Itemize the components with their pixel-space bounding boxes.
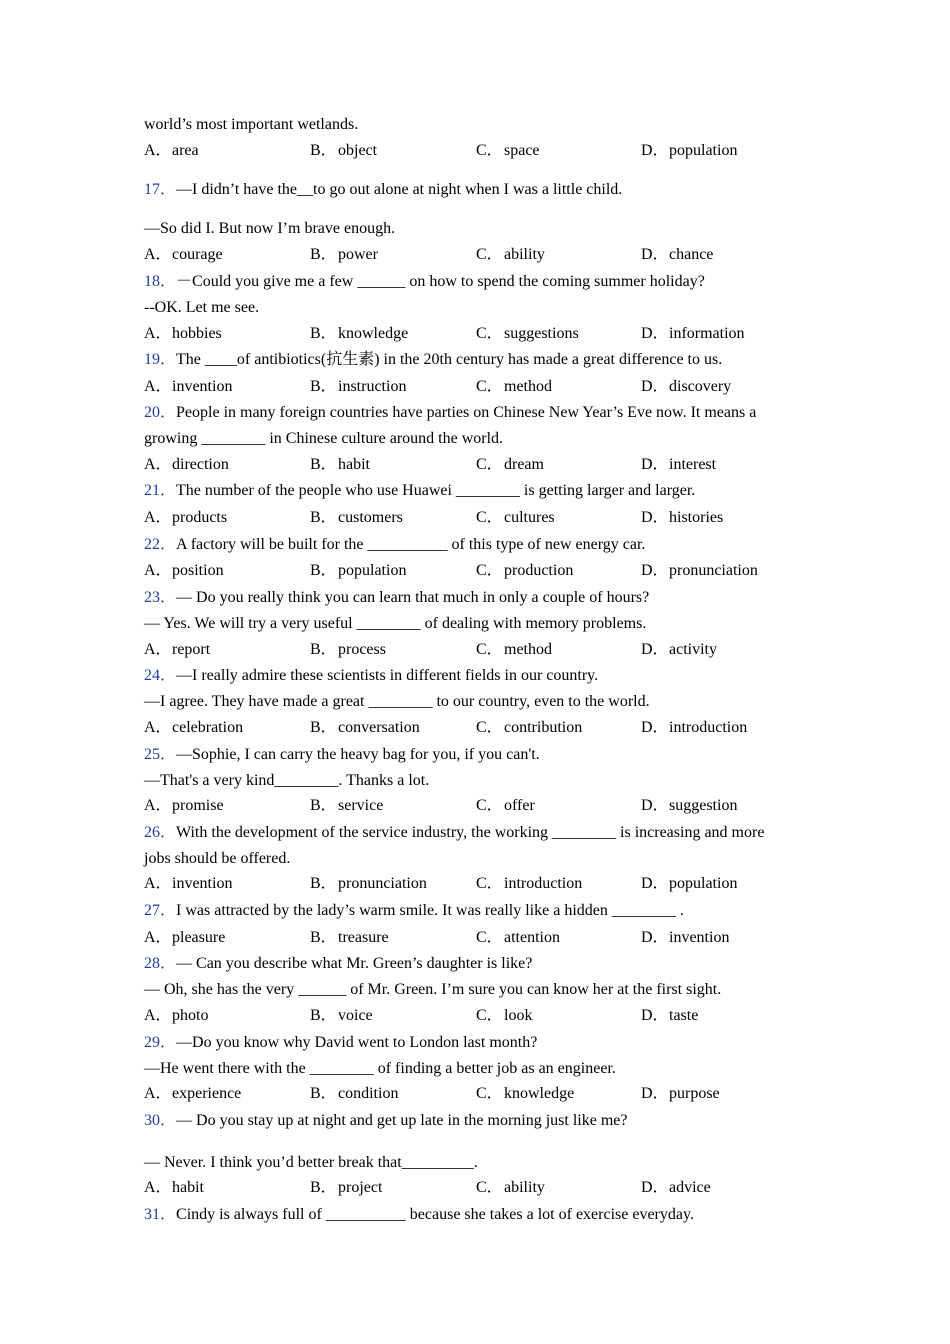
question-number: 30． [144, 1112, 177, 1129]
question-17: 17．—I didn’t have the__to go out alone at night when I was a little child. [144, 181, 623, 198]
option-d: D．advice [641, 1179, 711, 1196]
question-number: 27． [144, 902, 177, 919]
question-25: 25．—Sophie, I can carry the heavy bag for you, if you can't. [144, 746, 540, 763]
question-23: 23．— Do you really think you can learn that much in only a couple of hours? [144, 589, 650, 606]
option-b: B．habit [310, 456, 370, 473]
question-number: 21． [144, 482, 177, 499]
option-d: D．suggestion [641, 797, 738, 814]
question-number: 19． [144, 351, 177, 368]
question-stem-line: —That's a very kind________. Thanks a lot. [144, 772, 430, 789]
option-a: A．invention [144, 875, 233, 892]
question-19: 19．The ____of antibiotics(抗生素) in the 20th century has made a great difference to us. [144, 351, 723, 368]
option-c: C．production [476, 562, 574, 579]
question-22: 22．A factory will be built for the __________ of this type of new energy car. [144, 536, 646, 553]
question-21: 21．The number of the people who use Huawei ________ is getting larger and larger. [144, 482, 696, 499]
question-stem-line: — Yes. We will try a very useful ________ of dealing with memory problems. [144, 615, 647, 632]
question-31: 31．Cindy is always full of __________ because she takes a lot of exercise everyday. [144, 1206, 694, 1223]
question-stem-line: growing ________ in Chinese culture around the world. [144, 430, 504, 447]
option-b: B．instruction [310, 378, 407, 395]
option-a: A．experience [144, 1085, 242, 1102]
option-b: B．service [310, 797, 384, 814]
question-27: 27．I was attracted by the lady’s warm smile. It was really like a hidden ________ . [144, 902, 684, 919]
question-29: 29．—Do you know why David went to London last month? [144, 1034, 538, 1051]
option-d: D．taste [641, 1007, 699, 1024]
option-c: C．offer [476, 797, 535, 814]
option-c: C．knowledge [476, 1085, 575, 1102]
option-c: C．method [476, 378, 552, 395]
option-b: B．process [310, 641, 386, 658]
question-stem-line: —I agree. They have made a great ________ to our country, even to the world. [144, 693, 650, 710]
option-d: D．invention [641, 929, 730, 946]
option-a: A．promise [144, 797, 224, 814]
option-d: D．interest [641, 456, 717, 473]
option-b: B．voice [310, 1007, 373, 1024]
question-24: 24．—I really admire these scientists in different fields in our country. [144, 667, 599, 684]
question-number: 22． [144, 536, 177, 553]
option-c: C．introduction [476, 875, 583, 892]
option-b: B．project [310, 1179, 383, 1196]
question-number: 28． [144, 955, 177, 972]
option-d: D．population [641, 142, 738, 159]
option-b: B．conversation [310, 719, 420, 736]
option-a: A．photo [144, 1007, 209, 1024]
option-b: B．customers [310, 509, 403, 526]
question-number: 31． [144, 1206, 177, 1223]
option-d: D．introduction [641, 719, 748, 736]
option-c: C．ability [476, 1179, 545, 1196]
option-d: D．information [641, 325, 745, 342]
question-stem-line: —He went there with the ________ of finding a better job as an engineer. [144, 1060, 616, 1077]
question-20: 20．People in many foreign countries have parties on Chinese New Year’s Eve now. It means a [144, 404, 757, 421]
option-c: C．dream [476, 456, 544, 473]
question-30: 30．— Do you stay up at night and get up late in the morning just like me? [144, 1112, 628, 1129]
option-a: A．habit [144, 1179, 204, 1196]
option-b: B．object [310, 142, 378, 159]
option-c: C．look [476, 1007, 533, 1024]
option-c: C．suggestions [476, 325, 579, 342]
question-number: 29． [144, 1034, 177, 1051]
question-stem-line: world’s most important wetlands. [144, 116, 359, 133]
option-d: D．population [641, 875, 738, 892]
question-stem-line: — Never. I think you’d better break that_________. [144, 1154, 478, 1171]
question-number: 26． [144, 824, 177, 841]
question-28: 28．— Can you describe what Mr. Green’s daughter is like? [144, 955, 533, 972]
option-a: A．direction [144, 456, 229, 473]
question-stem-line: — Oh, she has the very ______ of Mr. Green. I’m sure you can know her at the first sight. [144, 981, 722, 998]
option-b: B．condition [310, 1085, 399, 1102]
option-c: C．cultures [476, 509, 555, 526]
option-c: C．contribution [476, 719, 583, 736]
option-a: A．celebration [144, 719, 244, 736]
option-a: A．report [144, 641, 211, 658]
question-number: 23． [144, 589, 177, 606]
option-b: B．treasure [310, 929, 389, 946]
option-d: D．purpose [641, 1085, 720, 1102]
option-a: A．position [144, 562, 224, 579]
option-d: D．histories [641, 509, 724, 526]
option-a: A．area [144, 142, 199, 159]
question-stem-line: —So did I. But now I’m brave enough. [144, 220, 396, 237]
option-c: C．attention [476, 929, 560, 946]
option-d: D．pronunciation [641, 562, 758, 579]
question-number: 25． [144, 746, 177, 763]
option-a: A．courage [144, 246, 223, 263]
option-c: C．ability [476, 246, 545, 263]
option-b: B．knowledge [310, 325, 409, 342]
question-26: 26．With the development of the service industry, the working ________ is increasing and more [144, 824, 765, 841]
option-a: A．pleasure [144, 929, 226, 946]
question-number: 24． [144, 667, 177, 684]
option-c: C．method [476, 641, 552, 658]
option-a: A．products [144, 509, 228, 526]
question-stem-line: --OK. Let me see. [144, 299, 260, 316]
question-18: 18．－Could you give me a few ______ on how to spend the coming summer holiday? [144, 273, 705, 290]
option-d: D．chance [641, 246, 714, 263]
question-number: 20． [144, 404, 177, 421]
option-d: D．activity [641, 641, 717, 658]
option-b: B．population [310, 562, 407, 579]
option-d: D．discovery [641, 378, 732, 395]
option-a: A．invention [144, 378, 233, 395]
option-a: A．hobbies [144, 325, 222, 342]
question-number: 17． [144, 181, 177, 198]
option-b: B．power [310, 246, 378, 263]
option-c: C．space [476, 142, 540, 159]
option-b: B．pronunciation [310, 875, 427, 892]
question-stem-line: jobs should be offered. [144, 850, 291, 867]
question-number: 18． [144, 273, 177, 290]
